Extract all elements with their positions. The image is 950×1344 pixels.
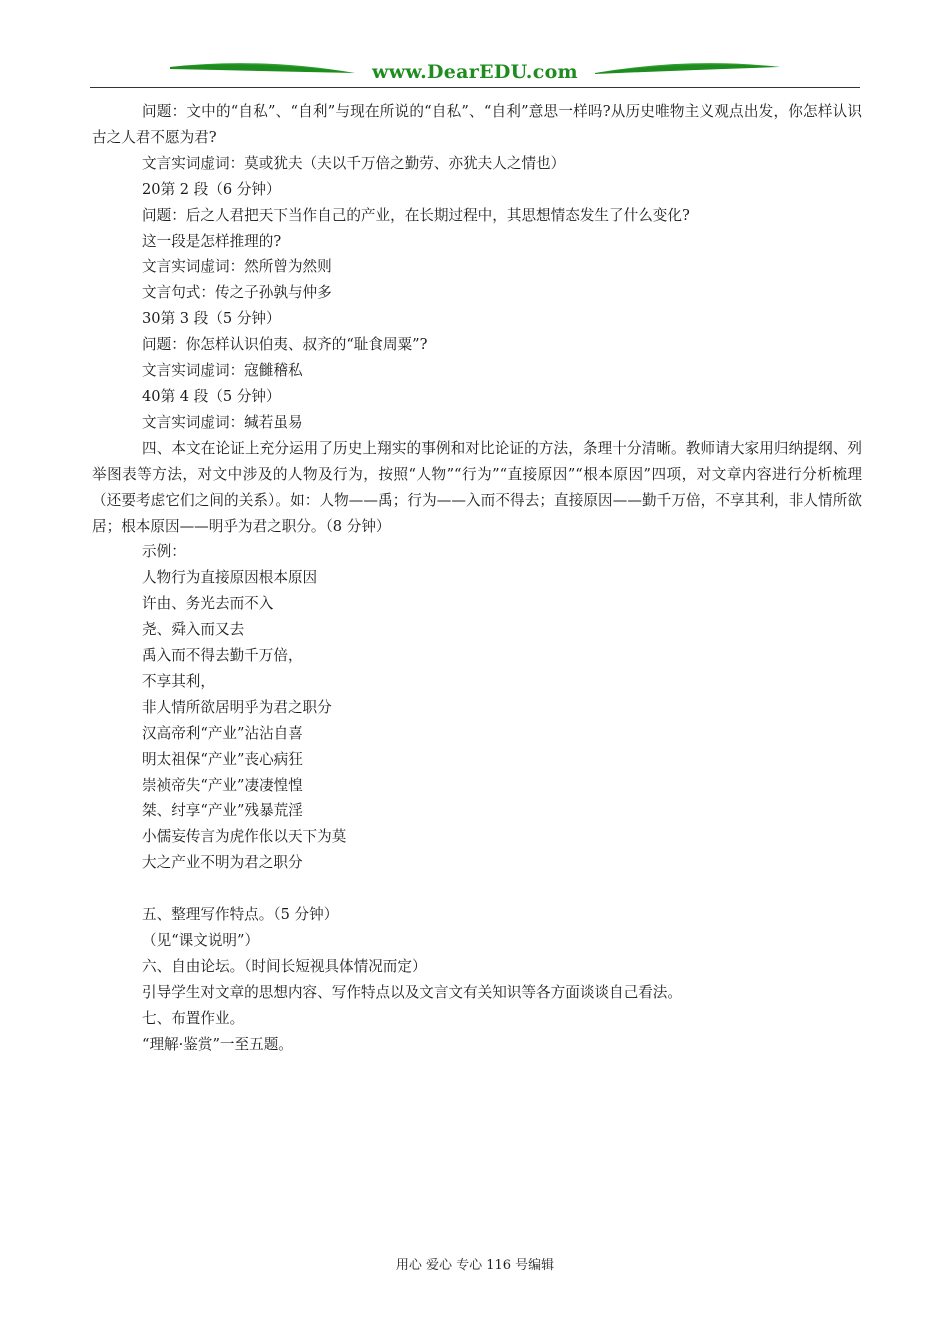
text-line: 不享其利， — [142, 672, 215, 690]
text-line: 文言实词虚词：寇雠稽私 — [142, 362, 303, 380]
text-line: 问题：文中的“自私”、“自利”与现在所说的“自私”、“自利”意思一样吗?从历史唯物主义观点出发，你怎样认识古之人君不愿为君? — [92, 103, 862, 146]
text-line: （见“课文说明”） — [142, 931, 260, 949]
text-line: 四、本文在论证上充分运用了历史上翔实的事例和对比论证的方法，条理十分清晰。教师请大家用归纳提纲、列举图表等方法，对文中涉及的人物及行为，按照“人物”“行为”“直接原因”“根本原因”四项，对文章内容进行分析梳理（还要考虑它们之间的关系）。如：人物——禹；行为——入而不得去；直接原因——勤千万倍，不享其利，非人情所欲居；根本原因——明乎为君之职分。（8 分钟） — [92, 439, 862, 535]
text-line: 许由、务光去而不入 — [142, 595, 274, 613]
text-line: 汉高帝利“产业”沾沾自喜 — [142, 724, 303, 742]
text-line: 问题：后之人君把天下当作自己的产业，在长期过程中，其思想情态发生了什么变化? — [142, 206, 690, 224]
text-line: 七、布置作业。 — [142, 1009, 245, 1027]
page-header — [90, 55, 860, 95]
text-line: 40第 4 段（5 分钟） — [142, 387, 281, 405]
text-line: 30第 3 段（5 分钟） — [142, 310, 281, 328]
text-line: 禹入而不得去勤千万倍， — [142, 647, 303, 665]
text-line: “理解·鉴赏”一至五题。 — [142, 1035, 293, 1053]
text-line: 小儒妄传言为虎作伥以天下为莫 — [142, 828, 347, 846]
text-line: 文言实词虚词：莫或犹夫（夫以千万倍之勤劳、亦犹夫人之情也） — [142, 154, 566, 172]
text-line: 文言实词虚词：缄若虽易 — [142, 413, 303, 431]
text-line: 引导学生对文章的思想内容、写作特点以及文言文有关知识等各方面谈谈自己看法。 — [142, 983, 682, 1001]
text-line: 文言句式：传之子孙孰与仲多 — [142, 284, 332, 302]
site-logo-text: www.DearEDU.com — [372, 61, 578, 83]
text-line: 明太祖保“产业”丧心病狂 — [142, 750, 303, 768]
header-divider — [90, 87, 860, 88]
text-line: 五、整理写作特点。（5 分钟） — [142, 906, 339, 924]
document-body — [92, 99, 862, 1058]
text-line: 尧、舜入而又去 — [142, 621, 245, 639]
text-line: 崇祯帝失“产业”凄凄惶惶 — [142, 776, 303, 794]
text-line: 六、自由论坛。（时间长短视具体情况而定） — [142, 957, 427, 975]
text-line: 文言实词虚词：然所曾为然则 — [142, 258, 332, 276]
text-line: 20第 2 段（6 分钟） — [142, 180, 281, 198]
text-line: 非人情所欲居明乎为君之职分 — [142, 698, 332, 716]
text-line: 这一段是怎样推理的? — [142, 232, 282, 250]
text-line: 示例： — [142, 543, 186, 561]
blank-line — [92, 876, 862, 902]
text-line: 人物行为直接原因根本原因 — [142, 569, 318, 587]
text-line: 大之产业不明为君之职分 — [142, 854, 303, 872]
page-footer: 用心 爱心 专心 116 号编辑 — [395, 1258, 555, 1273]
text-line: 问题：你怎样认识伯夷、叔齐的“耻食周粟”? — [142, 336, 428, 354]
text-line: 桀、纣享“产业”残暴荒淫 — [142, 802, 303, 820]
